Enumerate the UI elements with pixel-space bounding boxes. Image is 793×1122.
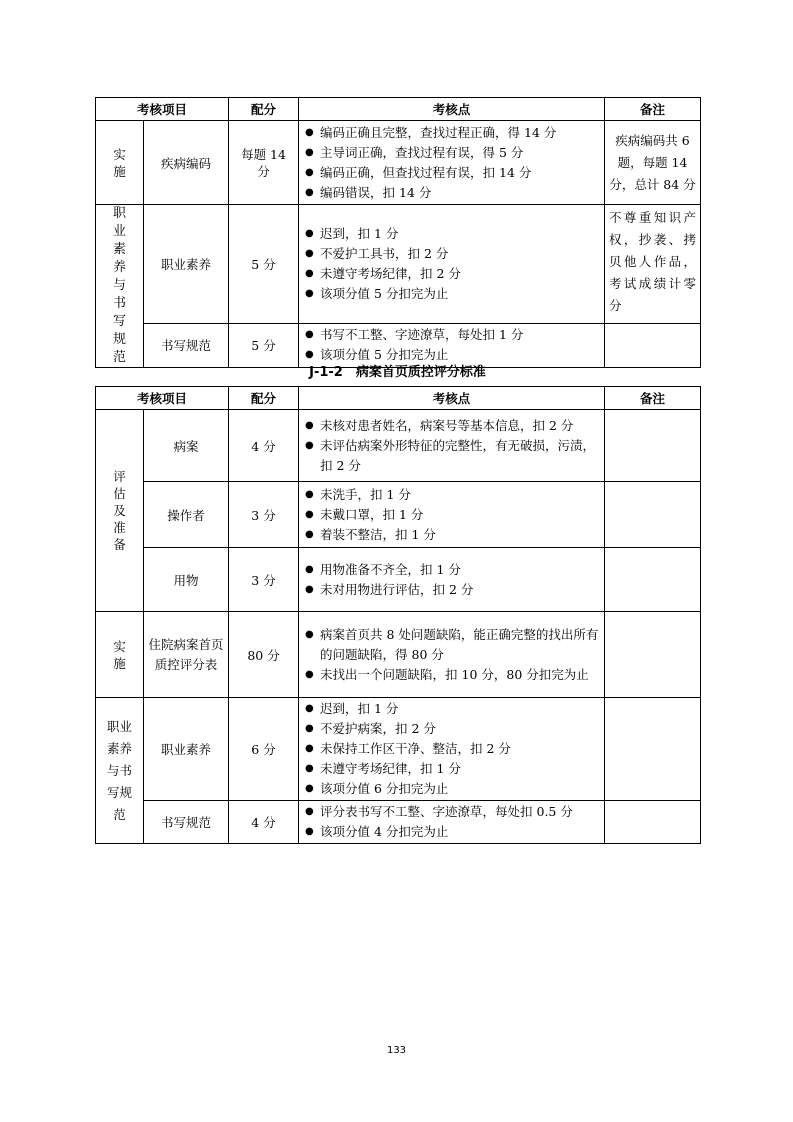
category-label: 实施 xyxy=(113,638,126,671)
sub-item: 书写规范 xyxy=(144,323,229,367)
table-header-row xyxy=(96,98,701,121)
list-item: ● 不爱护病案，扣 2 分 xyxy=(304,719,600,739)
header-item: 考核项目 xyxy=(96,98,229,121)
header-score: 配分 xyxy=(229,98,299,121)
sub-item: 职业素养 xyxy=(144,698,229,801)
note-cell xyxy=(605,801,701,844)
category-cell xyxy=(96,410,144,612)
category-cell xyxy=(96,205,144,368)
list-item: ● 编码错误，扣 14 分 xyxy=(304,183,600,203)
sub-item: 职业素养 xyxy=(144,205,229,324)
list-item: ● 编码正确，但查找过程有误，扣 14 分 xyxy=(304,163,600,183)
sub-item: 书写规范 xyxy=(144,801,229,844)
header-note: 备注 xyxy=(605,387,701,410)
category-cell xyxy=(96,612,144,698)
category-label: 职业素养与书写规范 xyxy=(112,206,126,365)
table-row xyxy=(96,121,701,205)
table-header-row xyxy=(96,387,701,410)
table-row xyxy=(96,612,701,698)
score-label: 每题 14 分 xyxy=(241,146,286,179)
category-label: 评估及准备 xyxy=(113,469,126,552)
note-cell: 疾病编码共 6 题，每题 14 分，总计 84 分 xyxy=(605,121,701,205)
list-item: ● 迟到，扣 1 分 xyxy=(304,224,600,244)
list-item: ● 主导词正确，查找过程有误，得 5 分 xyxy=(304,143,600,163)
points-cell xyxy=(299,482,605,548)
list-item: ● 未遵守考场纪律，扣 1 分 xyxy=(304,759,600,779)
table-2-title: J-1-2 病案首页质控评分标准 xyxy=(309,365,486,380)
list-item: ● 迟到，扣 1 分 xyxy=(304,699,600,719)
sub-item: 病案 xyxy=(144,410,229,482)
sub-item: 用物 xyxy=(144,548,229,612)
note-cell xyxy=(605,698,701,801)
category-cell xyxy=(96,121,144,205)
list-item: ● 未遵守考场纪律，扣 2 分 xyxy=(304,264,600,284)
sub-item: 住院病案首页质控评分表 xyxy=(148,636,224,672)
category-cell xyxy=(96,698,144,844)
list-item: ● 未对用物进行评估，扣 2 分 xyxy=(304,580,600,600)
points-cell xyxy=(299,612,605,698)
score-cell: 4 分 xyxy=(229,801,299,844)
points-cell xyxy=(299,205,605,324)
score-cell xyxy=(229,121,299,205)
table-row xyxy=(96,801,701,844)
category-label: 实施 xyxy=(113,146,126,179)
header-points: 考核点 xyxy=(299,98,605,121)
page-number: 133 xyxy=(386,1045,407,1056)
list-item: ● 该项分值 6 分扣完为止 xyxy=(304,779,600,799)
list-item: ● 用物准备不齐全，扣 1 分 xyxy=(304,560,600,580)
table-row xyxy=(96,410,701,482)
score-cell: 4 分 xyxy=(229,410,299,482)
list-item: ● 未评估病案外形特征的完整性，有无破损，污渍，扣 2 分 xyxy=(304,436,600,476)
table-row xyxy=(96,482,701,548)
list-item: ● 着装不整洁，扣 1 分 xyxy=(304,525,600,545)
score-cell: 3 分 xyxy=(229,548,299,612)
score-cell: 5 分 xyxy=(229,205,299,324)
list-item: ● 评分表书写不工整、字迹潦草，每处扣 0.5 分 xyxy=(304,802,600,822)
score-cell: 80 分 xyxy=(229,612,299,698)
table-row xyxy=(96,698,701,801)
header-points: 考核点 xyxy=(299,387,605,410)
list-item: ● 该项分值 5 分扣完为止 xyxy=(304,284,600,304)
note-cell: 不尊重知识产权，抄袭、拷贝他人作品，考试成绩计零分 xyxy=(605,205,701,324)
list-item: ● 该项分值 5 分扣完为止 xyxy=(304,345,600,365)
list-item: ● 编码正确且完整，查找过程正确，得 14 分 xyxy=(304,123,600,143)
sub-item: 操作者 xyxy=(144,482,229,548)
points-cell xyxy=(299,121,605,205)
points-cell xyxy=(299,698,605,801)
score-cell: 3 分 xyxy=(229,482,299,548)
scoring-table-1 xyxy=(95,97,701,368)
list-item: ● 该项分值 4 分扣完为止 xyxy=(304,822,600,842)
list-item: ● 未洗手，扣 1 分 xyxy=(304,485,600,505)
list-item: ● 书写不工整、字迹潦草，每处扣 1 分 xyxy=(304,325,600,345)
note-cell xyxy=(605,482,701,548)
note-cell xyxy=(605,612,701,698)
header-score: 配分 xyxy=(229,387,299,410)
list-item: ● 未核对患者姓名，病案号等基本信息，扣 2 分 xyxy=(304,416,600,436)
list-item: ● 未找出一个问题缺陷，扣 10 分，80 分扣完为止 xyxy=(304,665,600,685)
sub-item: 疾病编码 xyxy=(144,121,229,205)
score-cell: 5 分 xyxy=(229,323,299,367)
score-cell: 6 分 xyxy=(229,698,299,801)
list-item: ● 未保持工作区干净、整洁，扣 2 分 xyxy=(304,739,600,759)
note-cell xyxy=(605,548,701,612)
table-row xyxy=(96,548,701,612)
sub-item-cell xyxy=(144,612,229,698)
list-item: ● 不爱护工具书，扣 2 分 xyxy=(304,244,600,264)
list-item: ● 病案首页共 8 处问题缺陷，能正确完整的找出所有的问题缺陷，得 80 分 xyxy=(304,625,600,665)
header-item: 考核项目 xyxy=(96,387,229,410)
points-cell xyxy=(299,801,605,844)
points-cell xyxy=(299,548,605,612)
table-row xyxy=(96,205,701,324)
points-cell xyxy=(299,410,605,482)
scoring-table-2 xyxy=(95,386,701,844)
list-item: ● 未戴口罩，扣 1 分 xyxy=(304,505,600,525)
note-cell xyxy=(605,410,701,482)
header-note: 备注 xyxy=(605,98,701,121)
category-label: 职业素养与书写规范 xyxy=(106,718,132,822)
